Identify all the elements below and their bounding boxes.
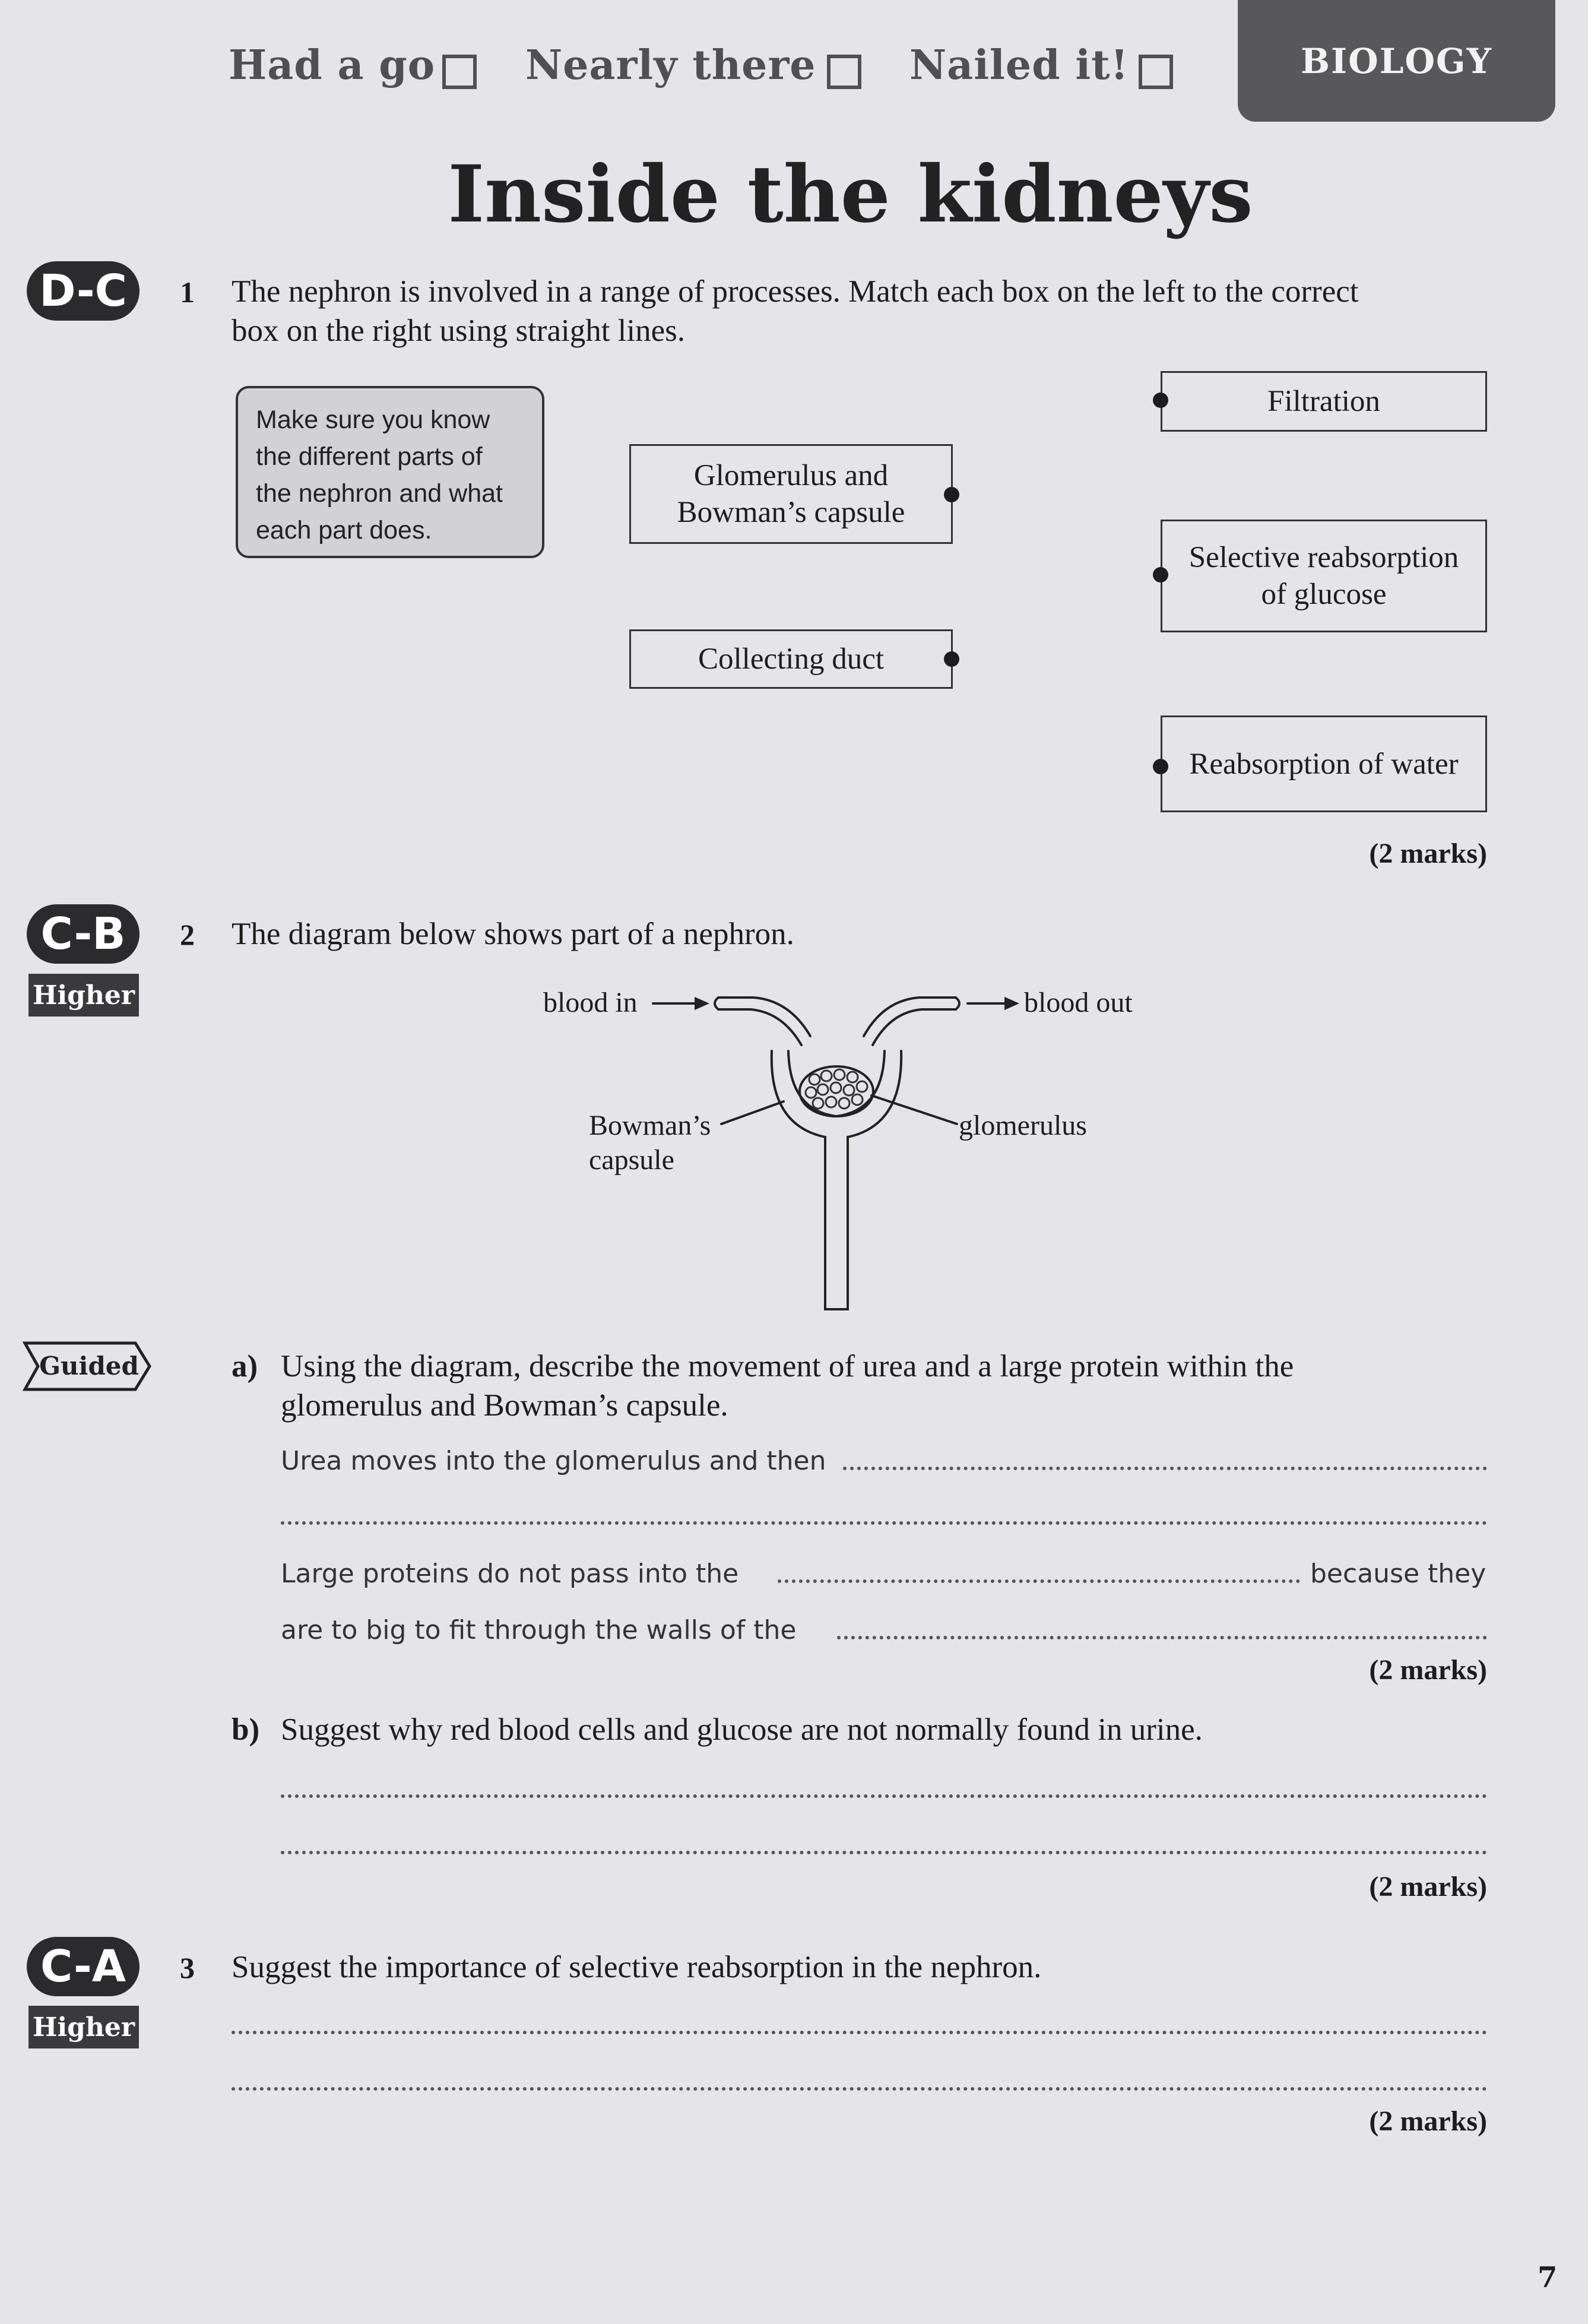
match-box-filtration[interactable] <box>1161 371 1487 432</box>
label-blood-out: blood out <box>1024 987 1133 1018</box>
higher-tier-badge-q2: Higher <box>28 974 139 1017</box>
answer-line-q3-2[interactable] <box>232 2087 1487 2091</box>
marks-q1: (2 marks) <box>1369 838 1487 869</box>
grade-badge-q3: C-A <box>27 1937 140 1996</box>
label-bowmans-line: Bowman’s <box>589 1110 711 1141</box>
answer-line-b1[interactable] <box>281 1794 1487 1798</box>
question-number-2: 2 <box>180 918 195 951</box>
part-a-question <box>281 1347 1294 1425</box>
marks-q2a: (2 marks) <box>1369 1654 1487 1686</box>
page-number: 7 <box>1538 2261 1558 2294</box>
question-3-text: Suggest the importance of selective reabsorption in the nephron. <box>232 1950 1042 1984</box>
answer-line-a4[interactable] <box>837 1636 1487 1639</box>
match-box-text: Collecting duct <box>698 642 885 676</box>
match-dot-reabsorption-water[interactable] <box>1153 759 1168 774</box>
question-1-text <box>232 272 1359 350</box>
match-box-glomerulus[interactable] <box>629 444 953 544</box>
marks-q3: (2 marks) <box>1369 2105 1487 2137</box>
question-1-line-2: box on the right using straight lines. <box>232 314 686 348</box>
match-box-text: Reabsorption of water <box>1189 747 1459 781</box>
match-box-text: of glucose <box>1261 578 1387 611</box>
match-box-text: Selective reabsorption <box>1188 541 1459 574</box>
nearly-there-checkbox[interactable] <box>827 55 861 89</box>
question-2-text: The diagram below shows part of a nephron. <box>232 917 794 951</box>
match-box-text: Glomerulus and <box>693 459 889 492</box>
match-box-selective-reabsorption[interactable] <box>1161 520 1487 632</box>
match-box-text: Filtration <box>1267 385 1380 418</box>
answer-line-q3-1[interactable] <box>232 2031 1487 2034</box>
part-a-prompt-2-end: because they <box>1310 1559 1486 1589</box>
tip-line: each part does. <box>256 516 432 544</box>
grade-badge-q1: D-C <box>27 261 140 321</box>
tip-line: the nephron and what <box>256 479 503 508</box>
part-a-label: a) <box>232 1349 258 1383</box>
answer-line-b2[interactable] <box>281 1851 1487 1854</box>
had-a-go-label: Had a go <box>229 42 436 89</box>
part-a-line: Using the diagram, describe the movement of urea and a large protein within the <box>281 1349 1294 1383</box>
answer-line-a3[interactable] <box>778 1579 1300 1583</box>
nailed-it-label: Nailed it! <box>909 42 1129 89</box>
question-number-1: 1 <box>180 276 195 309</box>
part-b-label: b) <box>232 1712 260 1747</box>
part-b-question: Suggest why red blood cells and glucose are not normally found in urine. <box>281 1712 1203 1747</box>
nearly-there-label: Nearly there <box>525 42 816 89</box>
label-bowmans-line: capsule <box>589 1144 674 1176</box>
match-box-text: Bowman’s capsule <box>677 496 905 529</box>
nephron-diagram <box>647 980 1027 1324</box>
match-dot-filtration[interactable] <box>1153 392 1168 408</box>
match-box-reabsorption-water[interactable] <box>1161 715 1487 812</box>
match-dot-glomerulus[interactable] <box>944 487 959 502</box>
part-a-prompt-2: Large proteins do not pass into the <box>281 1559 739 1589</box>
answer-line-a2[interactable] <box>281 1521 1487 1525</box>
match-dot-selective-reabsorption[interactable] <box>1153 567 1168 582</box>
tip-line: Make sure you know <box>256 406 490 434</box>
higher-tier-badge-q3: Higher <box>28 2006 139 2048</box>
match-dot-collecting-duct[interactable] <box>944 651 959 667</box>
marks-q2b: (2 marks) <box>1369 1871 1487 1902</box>
match-box-collecting-duct[interactable] <box>629 629 953 689</box>
subject-tab: BIOLOGY <box>1238 0 1555 122</box>
tip-box <box>236 386 544 558</box>
question-number-3: 3 <box>180 1951 195 1984</box>
part-a-prompt-3: are to big to fit through the walls of the <box>281 1615 797 1645</box>
grade-badge-q2: C-B <box>27 904 140 964</box>
part-a-line: glomerulus and Bowman’s capsule. <box>281 1388 728 1423</box>
tip-line: the different parts of <box>256 442 483 471</box>
answer-line-a1[interactable] <box>843 1467 1487 1470</box>
label-glomerulus: glomerulus <box>959 1110 1087 1141</box>
nailed-it-checkbox[interactable] <box>1139 55 1173 89</box>
question-1-line-1: The nephron is involved in a range of processes. Match each box on the left to the correct <box>232 274 1359 309</box>
part-a-prompt-1: Urea moves into the glomerulus and then <box>281 1446 826 1476</box>
page-title: Inside the kidneys <box>448 148 1253 240</box>
had-a-go-checkbox[interactable] <box>442 55 477 89</box>
label-blood-in: blood in <box>543 987 638 1018</box>
guided-label: Guided <box>39 1351 139 1381</box>
